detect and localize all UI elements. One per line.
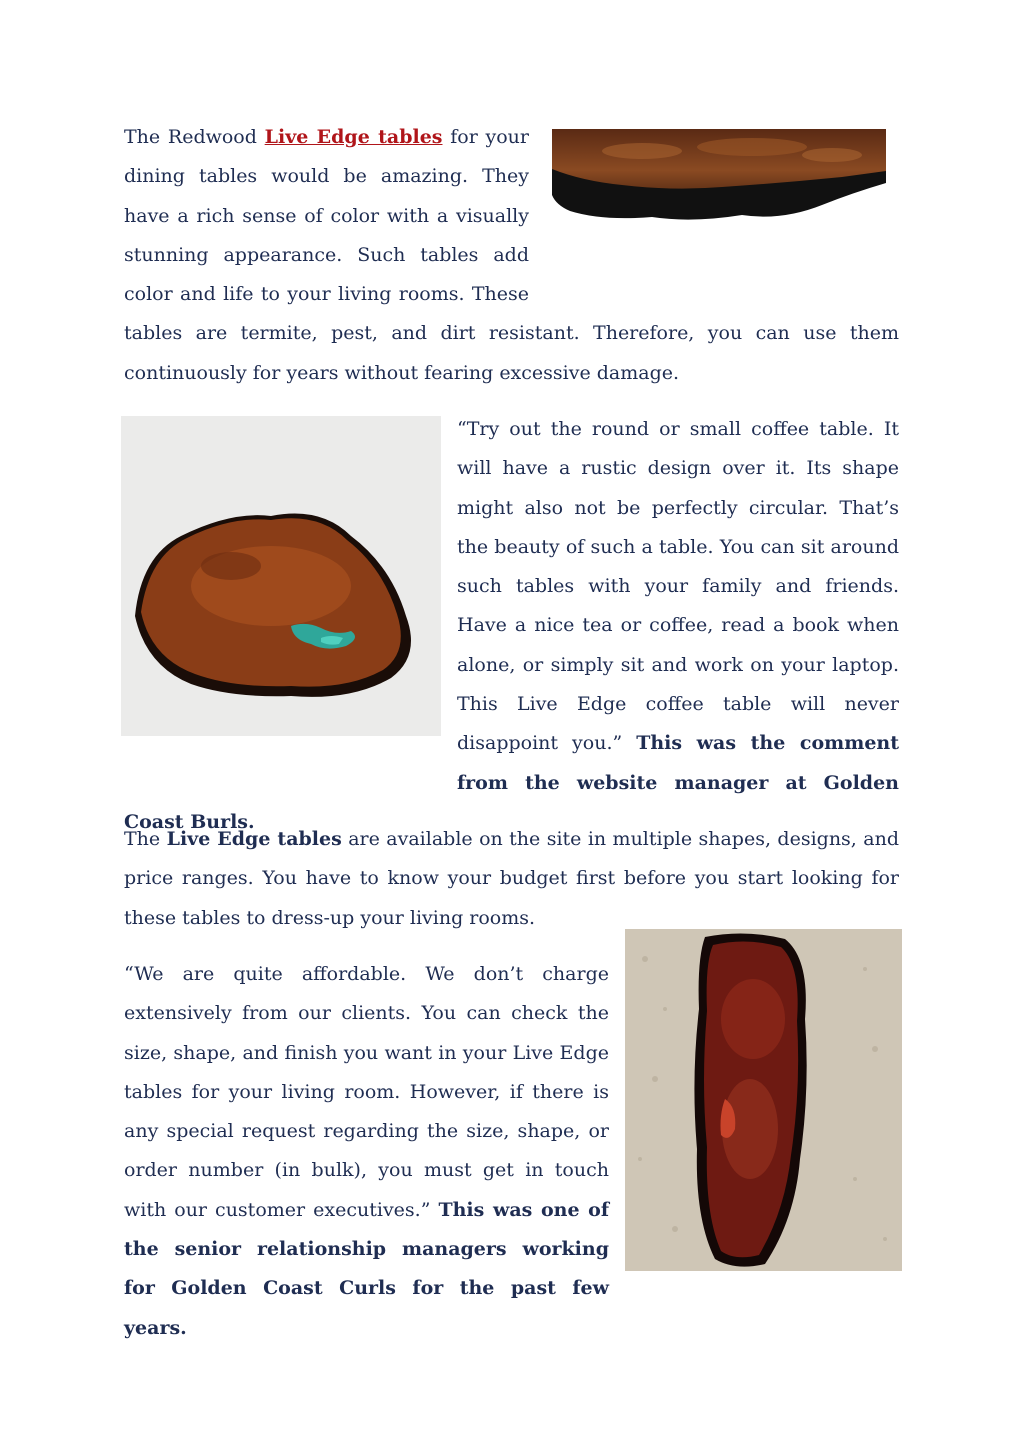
p2-quote: “Try out the round or small coffee table. It will have a rustic design over it. Its shape might also not be perfectly circular. That’s the beauty of such a table. You can sit around such tables with your family and friends. Have a nice tea or coffee, read a book when alone, or simply sit and work on your laptop. This Live Edge coffee table will never disappoint you.” <box>457 418 899 755</box>
paragraph-1 <box>124 118 899 393</box>
p1-prefix: The Redwood <box>124 126 265 148</box>
p3-prefix: The <box>124 828 167 850</box>
paragraph-2 <box>124 410 899 842</box>
burl-slab-image <box>625 929 902 1271</box>
p4-quote: “We are quite affordable. We don’t charge extensively from our clients. You can check the size, shape, and finish you want in your Live Edge tables for your living room. However, if there is any special request regarding the size, shape, or order number (in bulk), you must get in touch with our customer executives.” <box>124 963 609 1221</box>
p2-attribution: This was the comment from the website manager at Golden Coast Burls. <box>124 732 899 833</box>
paragraph-4 <box>124 955 609 1348</box>
live-edge-tables-link[interactable]: Live Edge tables <box>264 126 443 148</box>
image-spacer <box>124 410 457 780</box>
image-spacer <box>547 118 899 293</box>
p3-bold: Live Edge tables <box>166 828 342 850</box>
p3-text: are available on the site in multiple shapes, designs, and price ranges. You have to know your budget first before you start looking for these tables to dress-up your living rooms. <box>124 828 899 929</box>
p4-attribution: This was one of the senior relationship managers working for Golden Coast Curls for the past few years. <box>124 1198 609 1339</box>
p1-text: for your dining tables would be amazing. They have a rich sense of color with a visually stunning appearance. Such tables add color and life to your living rooms. These tables are termite, pest, and dirt resistant. Therefore, you can use them continuously for years without fearing excessive damage. <box>124 126 899 384</box>
paragraph-3 <box>124 820 899 938</box>
